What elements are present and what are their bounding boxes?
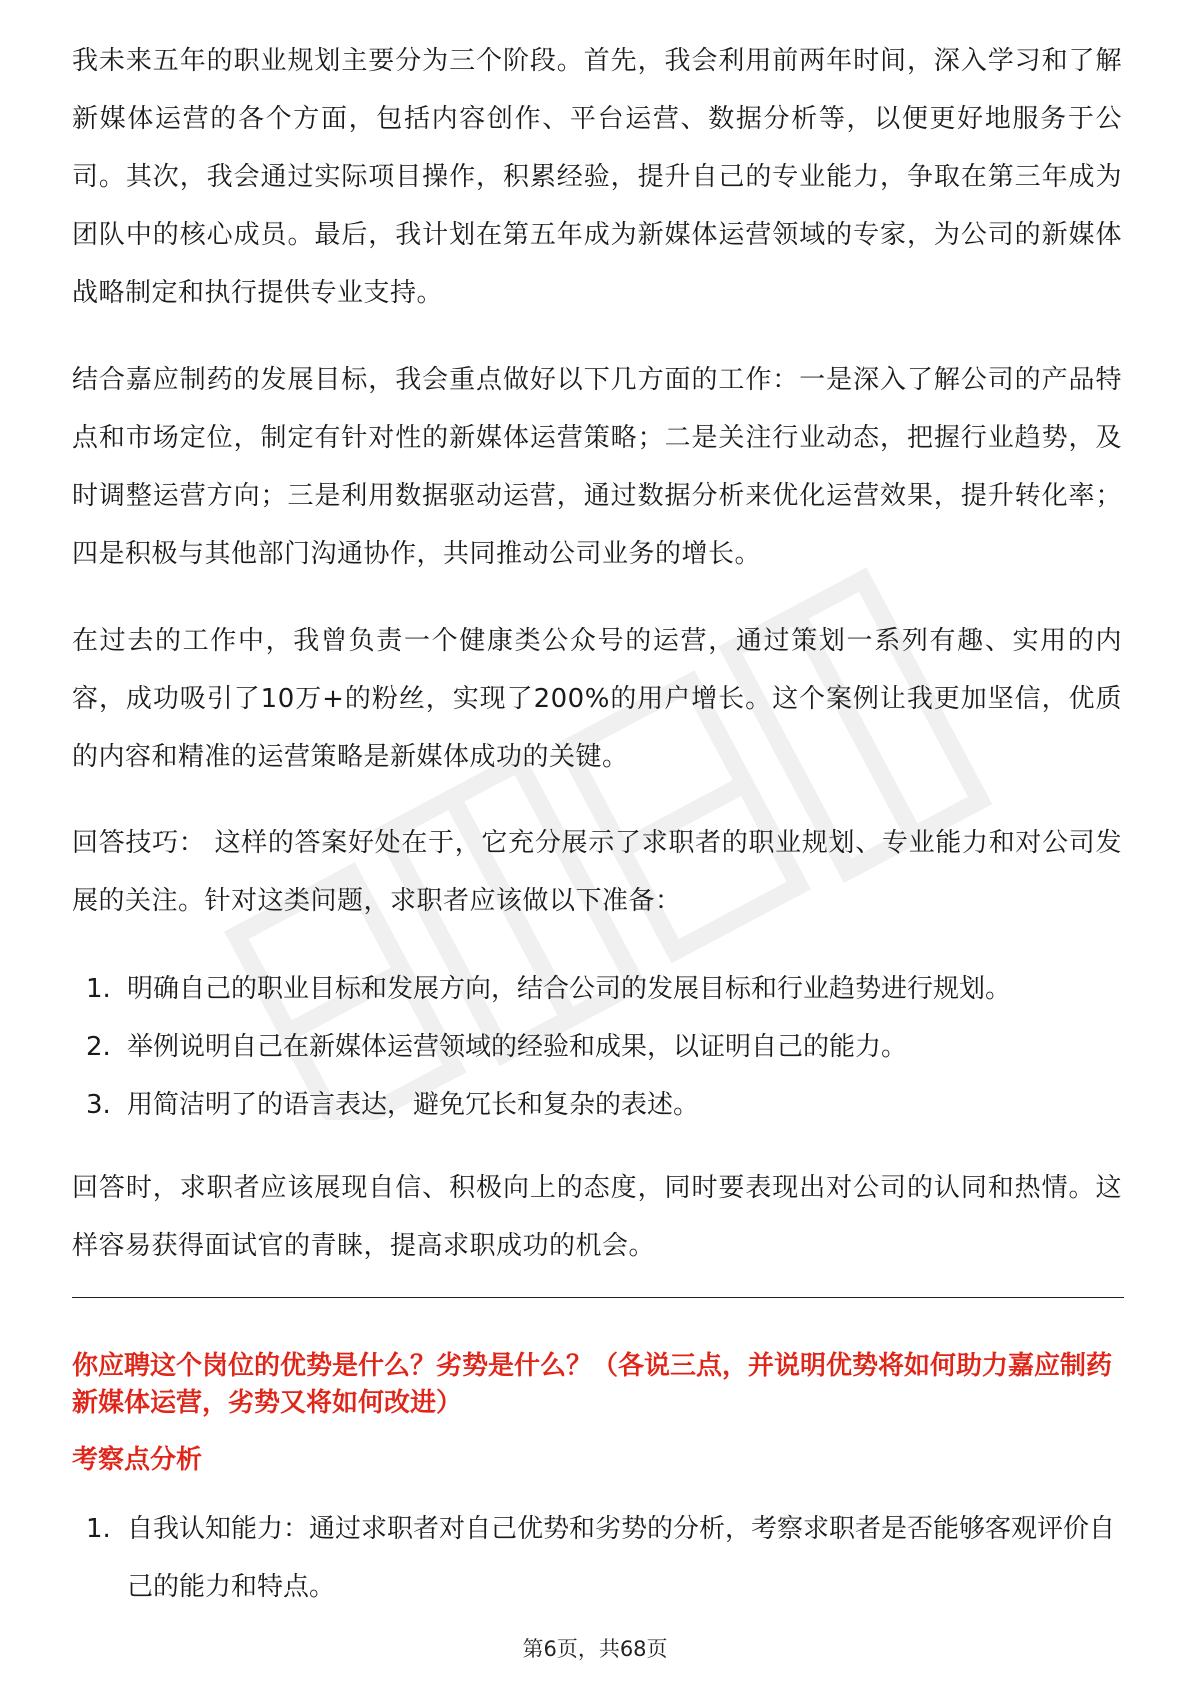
question-heading: 你应聘这个岗位的优势是什么？劣势是什么？（各说三点，并说明优势将如何助力嘉应制药新媒体运营，劣势又将如何改进） (72, 1351, 1113, 1418)
paragraph-case-example: 在过去的工作中，我曾负责一个健康类公众号的运营，通过策划一系列有趣、实用的内容，成功吸引了10万+的粉丝，实现了200%的用户增长。这个案例让我更加坚信，优质的内容和精准的运营策略是新媒体成功的关键。 (72, 626, 1122, 772)
paragraph-career-plan: 我未来五年的职业规划主要分为三个阶段。首先，我会利用前两年时间，深入学习和了解新媒体运营的各个方面，包括内容创作、平台运营、数据分析等，以便更好地服务于公司。其次，我会通过实际项目操作，积累经验，提升自己的专业能力，争取在第三年成为团队中的核心成员。最后，我计划在第五年成为新媒体运营领域的专家，为公司的新媒体战略制定和执行提供专业支持。 (72, 46, 1122, 308)
page-number: 第6页，共68页 (522, 1637, 668, 1661)
list-item: 2. 举例说明自己在新媒体运营领域的经验和成果，以证明自己的能力。 (86, 1032, 908, 1062)
analysis-heading: 考察点分析 (72, 1445, 203, 1475)
preparation-list (72, 960, 1122, 1134)
analysis-list (72, 1500, 1122, 1616)
section-divider (72, 1297, 1124, 1298)
paragraph-work-focus: 结合嘉应制药的发展目标，我会重点做好以下几方面的工作：一是深入了解公司的产品特点和市场定位，制定有针对性的新媒体运营策略；二是关注行业动态，把握行业趋势，及时调整运营方向；三是利用数据驱动运营，通过数据分析来优化运营效果，提升转化率；四是积极与其他部门沟通协作，共同推动公司业务的增长。 (72, 365, 1122, 569)
list-item: 1. 自我认知能力：通过求职者对自己优势和劣势的分析，考察求职者是否能够客观评价自己的能力和特点。 (86, 1514, 1116, 1602)
paragraph-answer-tips: 回答技巧： 这样的答案好处在于，它充分展示了求职者的职业规划、专业能力和对公司发展的关注。针对这类问题，求职者应该做以下准备： (72, 828, 1122, 916)
list-item: 1. 明确自己的职业目标和发展方向，结合公司的发展目标和行业趋势进行规划。 (86, 974, 1012, 1004)
list-item: 3. 用简洁明了的语言表达，避免冗长和复杂的表述。 (86, 1090, 700, 1120)
paragraph-answer-attitude: 回答时，求职者应该展现自信、积极向上的态度，同时要表现出对公司的认同和热情。这样容易获得面试官的青睐，提高求职成功的机会。 (72, 1173, 1122, 1261)
